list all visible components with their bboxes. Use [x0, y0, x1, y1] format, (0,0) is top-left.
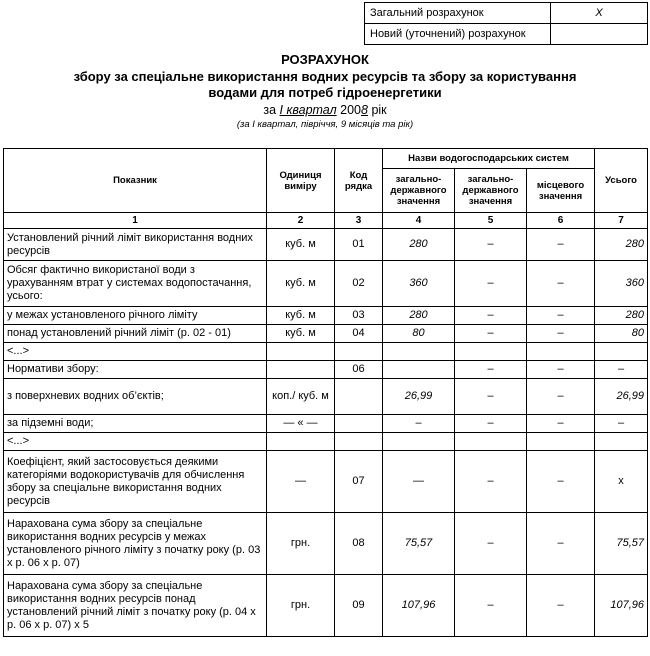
header-water-systems: Назви водогосподарських систем [383, 149, 595, 169]
row-value-local: – [527, 229, 595, 261]
row-value-national: 280 [383, 307, 455, 325]
year-suffix: рік [371, 103, 387, 117]
table-row [4, 261, 648, 307]
year-prefix: 200 [340, 103, 361, 117]
row-value-total: 80 [595, 325, 648, 343]
reporting-period [0, 103, 650, 117]
row-unit: — [267, 451, 335, 513]
row-label: Обсяг фактично використаної води з урахуванням втрат у системах водопостачання, усього: [4, 261, 267, 307]
calculation-type-label: Новий (уточнений) розрахунок [365, 24, 551, 45]
row-value-total [595, 343, 648, 361]
row-value-national-2: – [455, 575, 527, 637]
table-row [4, 451, 648, 513]
row-value-total: 280 [595, 229, 648, 261]
row-code: 08 [335, 513, 383, 575]
row-value-total: 107,96 [595, 575, 648, 637]
header-total: Усього [595, 149, 648, 213]
row-label: <...> [4, 343, 267, 361]
row-unit [267, 433, 335, 451]
row-value-national-2 [455, 343, 527, 361]
row-code: 04 [335, 325, 383, 343]
row-value-local: – [527, 575, 595, 637]
row-code: 09 [335, 575, 383, 637]
row-value-national [383, 361, 455, 379]
row-label: <...> [4, 433, 267, 451]
row-unit: куб. м [267, 307, 335, 325]
row-value-national [383, 433, 455, 451]
row-value-total: – [595, 415, 648, 433]
row-value-local: – [527, 415, 595, 433]
row-unit: куб. м [267, 325, 335, 343]
document-subtitle [0, 69, 650, 101]
calculation-type-row [365, 3, 648, 24]
row-value-national-2: – [455, 229, 527, 261]
table-row [4, 229, 648, 261]
table-row [4, 361, 648, 379]
row-label: з поверхневих водних об’єктів; [4, 379, 267, 415]
table-row [4, 433, 648, 451]
row-value-local: – [527, 261, 595, 307]
row-unit: — « — [267, 415, 335, 433]
column-number: 7 [595, 213, 648, 229]
row-label: Установлений річний ліміт використання водних ресурсів [4, 229, 267, 261]
row-label: Коефіцієнт, який застосовується деякими категоріями водокористувачів для обчислення збору за спеціальне використання водних ресурсів [4, 451, 267, 513]
subtitle-line: водами для потреб гідроенергетики [208, 85, 442, 100]
row-label: у межах установленого річного ліміту [4, 307, 267, 325]
calculation-type-box [364, 2, 648, 45]
calculation-type-label: Загальний розрахунок [365, 3, 551, 24]
row-value-local [527, 343, 595, 361]
row-value-national-2: – [455, 451, 527, 513]
row-code [335, 415, 383, 433]
period-prefix: за [263, 103, 277, 117]
row-value-national: 280 [383, 229, 455, 261]
column-number: 5 [455, 213, 527, 229]
header-local: місцевого значення [527, 169, 595, 213]
column-number: 2 [267, 213, 335, 229]
calculation-table [3, 148, 648, 637]
column-number: 3 [335, 213, 383, 229]
row-value-local: – [527, 379, 595, 415]
table-row [4, 307, 648, 325]
row-value-national-2: – [455, 261, 527, 307]
row-value-national: 80 [383, 325, 455, 343]
row-label: за підземні води; [4, 415, 267, 433]
row-value-national-2: – [455, 415, 527, 433]
row-value-national: — [383, 451, 455, 513]
header-row [4, 149, 648, 169]
row-value-national-2 [455, 433, 527, 451]
row-value-national: 75,57 [383, 513, 455, 575]
period-value: І квартал [279, 103, 337, 117]
table-row [4, 415, 648, 433]
header-unit: Одиниця виміру [267, 149, 335, 213]
row-code [335, 343, 383, 361]
row-value-total: – [595, 361, 648, 379]
row-unit: куб. м [267, 229, 335, 261]
row-value-national-2: – [455, 307, 527, 325]
header-code: Код рядка [335, 149, 383, 213]
row-code: 06 [335, 361, 383, 379]
row-value-local: – [527, 513, 595, 575]
row-value-local: – [527, 325, 595, 343]
row-value-total [595, 433, 648, 451]
row-unit [267, 343, 335, 361]
column-number-row [4, 213, 648, 229]
row-value-local: – [527, 307, 595, 325]
row-label: Нормативи збору: [4, 361, 267, 379]
row-code [335, 379, 383, 415]
row-value-national: 26,99 [383, 379, 455, 415]
row-label: понад установлений річний ліміт (р. 02 - 01) [4, 325, 267, 343]
row-value-total: 360 [595, 261, 648, 307]
row-unit: грн. [267, 513, 335, 575]
row-unit: коп./ куб. м [267, 379, 335, 415]
row-code: 02 [335, 261, 383, 307]
row-value-total: x [595, 451, 648, 513]
header-national: загально-державного значення [455, 169, 527, 213]
row-value-local: – [527, 361, 595, 379]
year-digit: 8 [361, 103, 368, 117]
row-code: 03 [335, 307, 383, 325]
row-value-national-2: – [455, 325, 527, 343]
table-row [4, 513, 648, 575]
table-row [4, 343, 648, 361]
row-value-national: 360 [383, 261, 455, 307]
row-value-national: – [383, 415, 455, 433]
table-row [4, 325, 648, 343]
column-number: 4 [383, 213, 455, 229]
calculation-type-row [365, 24, 648, 45]
header-indicator: Показник [4, 149, 267, 213]
header-national: загально-державного значення [383, 169, 455, 213]
row-unit [267, 361, 335, 379]
row-code [335, 433, 383, 451]
row-label: Нарахована сума збору за спеціальне використання водних ресурсів понад установлений річний ліміт з початку року (р. 04 х р. 06 х р. 07) х 5 [4, 575, 267, 637]
row-code: 01 [335, 229, 383, 261]
row-value-total: 280 [595, 307, 648, 325]
row-value-national-2: – [455, 379, 527, 415]
row-code: 07 [335, 451, 383, 513]
table-row [4, 379, 648, 415]
row-value-local [527, 433, 595, 451]
table-row [4, 575, 648, 637]
row-value-national [383, 343, 455, 361]
calculation-type-mark [551, 24, 648, 45]
row-value-total: 26,99 [595, 379, 648, 415]
row-unit: грн. [267, 575, 335, 637]
row-value-total: 75,57 [595, 513, 648, 575]
column-number: 6 [527, 213, 595, 229]
row-value-local: – [527, 451, 595, 513]
row-unit: куб. м [267, 261, 335, 307]
row-label: Нарахована сума збору за спеціальне використання водних ресурсів у межах установленого річного ліміту з початку року (р. 03 х р. 06 х р. 07) [4, 513, 267, 575]
period-note: (за І квартал, півріччя, 9 місяців та рік) [236, 119, 414, 130]
row-value-national-2: – [455, 513, 527, 575]
column-number: 1 [4, 213, 267, 229]
subtitle-line: збору за спеціальне використання водних ресурсів та збору за користування [73, 69, 577, 84]
document-title: РОЗРАХУНОК [281, 52, 369, 67]
calculation-type-mark: X [551, 3, 648, 24]
row-value-national: 107,96 [383, 575, 455, 637]
row-value-national-2: – [455, 361, 527, 379]
